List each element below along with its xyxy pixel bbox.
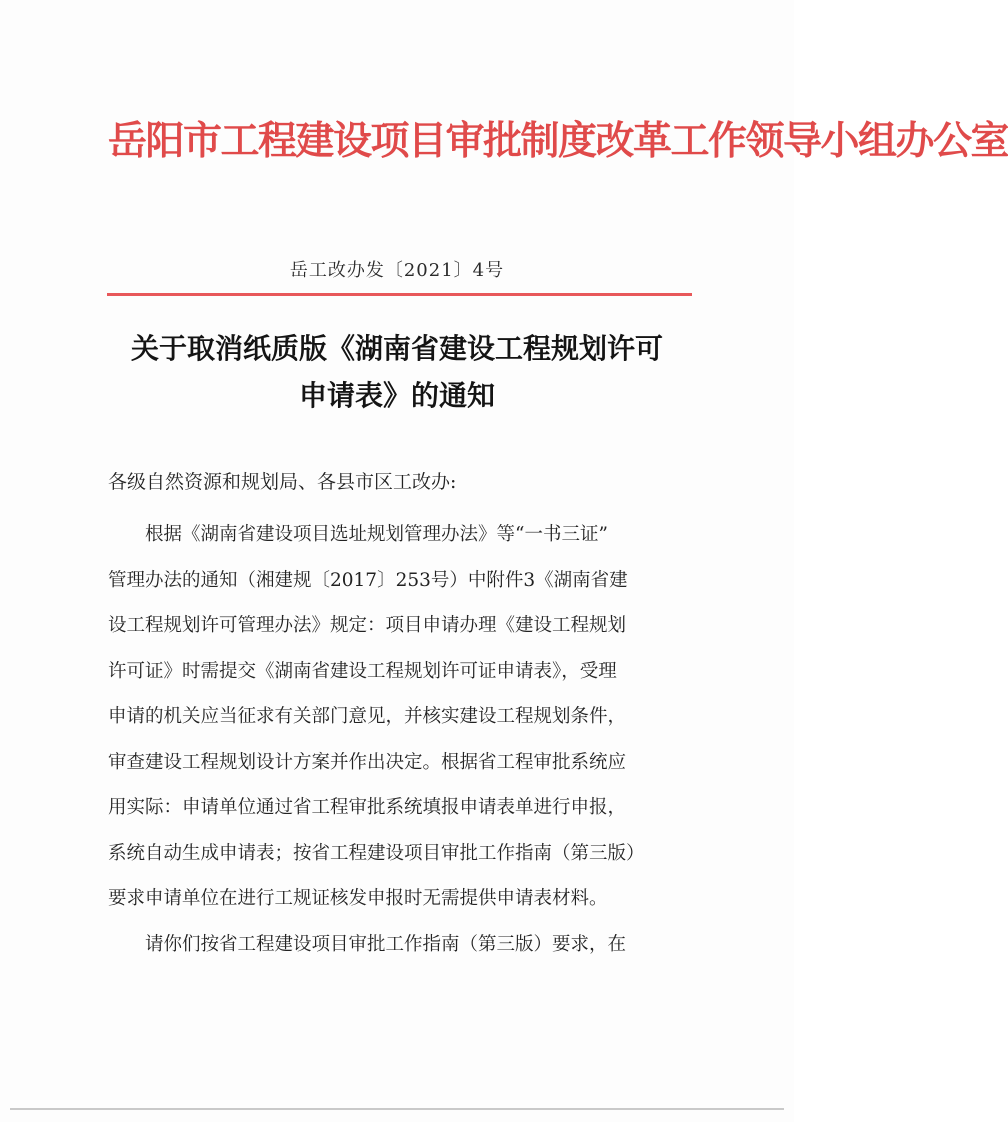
body-line: 用实际：申请单位通过省工程审批系统填报申请表单进行申报， (108, 797, 627, 818)
document-number: 岳工改办发〔2021〕4号 (289, 260, 505, 281)
body-line: 管理办法的通知（湘建规〔2017〕253号）中附件3《湖南省建 (108, 569, 628, 591)
title-line-1: 关于取消纸质版《湖南省建设工程规划许可 (130, 332, 663, 365)
body-line: 系统自动生成申请表；按省工程建设项目审批工作指南（第三版） (108, 842, 645, 864)
title-line-2: 申请表》的通知 (298, 379, 495, 412)
body-line: 要求申请单位在进行工规证核发申报时无需提供申请表材料。 (108, 888, 608, 909)
body-line: 设工程规划许可管理办法》规定：项目申请办理《建设工程规划 (108, 615, 627, 636)
body-paragraph-2 (108, 922, 668, 968)
issuing-organization-header: 岳阳市工程建设项目审批制度改革工作领导小组办公室 (108, 118, 1008, 164)
body-line: 申请的机关应当征求有关部门意见，并核实建设工程规划条件， (108, 706, 627, 727)
document-body (108, 512, 668, 967)
body-line: 根据《湖南省建设项目选址规划管理办法》等“一书三证” (145, 524, 608, 545)
document-title (0, 325, 794, 419)
salutation: 各级自然资源和规划局、各县市区工改办: (108, 471, 457, 493)
body-line: 请你们按省工程建设项目审批工作指南（第三版）要求，在 (145, 933, 627, 955)
body-line: 许可证》时需提交《湖南省建设工程规划许可证申请表》，受理 (108, 660, 617, 682)
page-bottom-edge-line (10, 1108, 784, 1110)
red-separator-line (107, 293, 692, 296)
body-paragraph-1 (108, 512, 668, 922)
body-line: 审查建设工程规划设计方案并作出决定。根据省工程审批系统应 (108, 751, 627, 773)
